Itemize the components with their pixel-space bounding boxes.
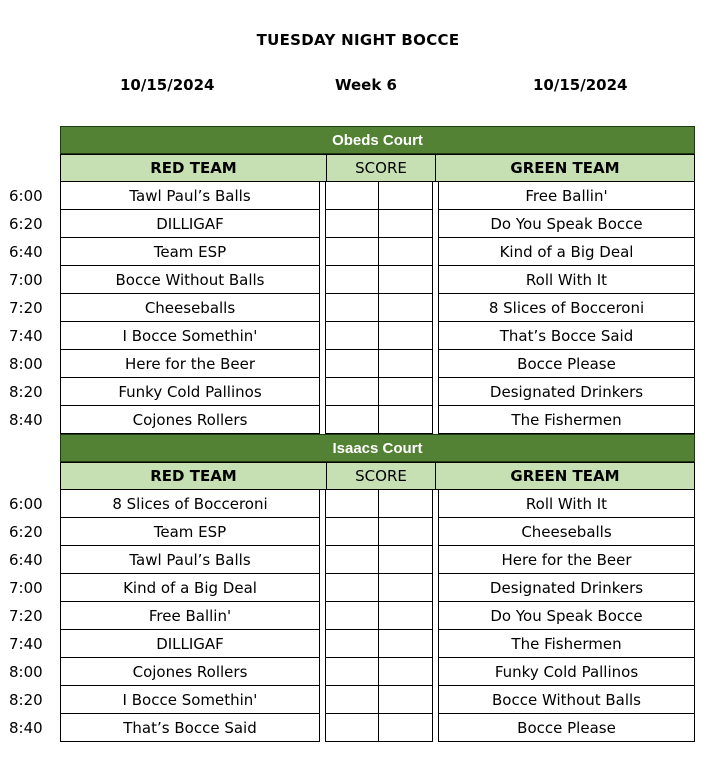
red-score-cell[interactable] — [325, 238, 379, 266]
table-row — [0, 574, 716, 602]
green-team-cell: Roll With It — [438, 490, 695, 518]
green-score-cell[interactable] — [379, 238, 433, 266]
green-team-cell: The Fishermen — [438, 630, 695, 658]
game-time: 7:00 — [9, 271, 43, 289]
red-team-cell: Team ESP — [60, 518, 320, 546]
green-score-cell[interactable] — [379, 546, 433, 574]
red-team-cell: Cojones Rollers — [60, 658, 320, 686]
table-row — [0, 686, 716, 714]
red-team-header: RED TEAM — [61, 155, 327, 181]
game-time: 8:00 — [9, 663, 43, 681]
table-row — [0, 602, 716, 630]
game-time: 7:40 — [9, 327, 43, 345]
green-team-cell: Here for the Beer — [438, 546, 695, 574]
red-team-cell: Kind of a Big Deal — [60, 574, 320, 602]
game-time: 7:40 — [9, 635, 43, 653]
red-team-cell: Tawl Paul’s Balls — [60, 182, 320, 210]
table-row — [0, 630, 716, 658]
green-team-cell: Roll With It — [438, 266, 695, 294]
red-team-cell: Cojones Rollers — [60, 406, 320, 434]
table-row — [0, 350, 716, 378]
green-score-cell[interactable] — [379, 518, 433, 546]
table-row — [0, 658, 716, 686]
table-row — [0, 210, 716, 238]
table-row — [0, 518, 716, 546]
column-header-row — [60, 462, 695, 490]
game-time: 6:20 — [9, 523, 43, 541]
green-team-cell: That’s Bocce Said — [438, 322, 695, 350]
red-score-cell[interactable] — [325, 350, 379, 378]
green-score-cell[interactable] — [379, 490, 433, 518]
table-row — [0, 378, 716, 406]
green-score-cell[interactable] — [379, 406, 433, 434]
game-time: 6:00 — [9, 187, 43, 205]
red-team-cell: Tawl Paul’s Balls — [60, 546, 320, 574]
red-score-cell[interactable] — [325, 406, 379, 434]
green-score-cell[interactable] — [379, 210, 433, 238]
green-team-cell: Bocce Please — [438, 350, 695, 378]
red-team-cell: DILLIGAF — [60, 630, 320, 658]
game-time: 8:40 — [9, 411, 43, 429]
red-score-cell[interactable] — [325, 658, 379, 686]
green-team-cell: Kind of a Big Deal — [438, 238, 695, 266]
date-right: 10/15/2024 — [533, 76, 628, 94]
green-score-cell[interactable] — [379, 266, 433, 294]
red-score-cell[interactable] — [325, 714, 379, 742]
table-row — [0, 238, 716, 266]
table-row — [0, 490, 716, 518]
green-team-cell: Do You Speak Bocce — [438, 602, 695, 630]
green-team-cell: 8 Slices of Bocceroni — [438, 294, 695, 322]
court-schedule-isaacs — [0, 490, 716, 742]
table-row — [0, 182, 716, 210]
red-team-cell: Here for the Beer — [60, 350, 320, 378]
red-score-cell[interactable] — [325, 266, 379, 294]
game-time: 7:20 — [9, 299, 43, 317]
red-score-cell[interactable] — [325, 686, 379, 714]
court-header-isaacs: Isaacs Court — [60, 434, 695, 462]
green-score-cell[interactable] — [379, 294, 433, 322]
green-team-cell: Do You Speak Bocce — [438, 210, 695, 238]
red-score-cell[interactable] — [325, 182, 379, 210]
game-time: 7:00 — [9, 579, 43, 597]
red-score-cell[interactable] — [325, 378, 379, 406]
red-team-cell: 8 Slices of Bocceroni — [60, 490, 320, 518]
table-row — [0, 714, 716, 742]
green-score-cell[interactable] — [379, 182, 433, 210]
score-header: SCORE — [327, 155, 436, 181]
green-team-cell: Funky Cold Pallinos — [438, 658, 695, 686]
green-team-cell: Designated Drinkers — [438, 378, 695, 406]
week-label: Week 6 — [335, 76, 397, 94]
table-row — [0, 406, 716, 434]
game-time: 8:00 — [9, 355, 43, 373]
red-team-cell: DILLIGAF — [60, 210, 320, 238]
green-score-cell[interactable] — [379, 350, 433, 378]
red-team-cell: Free Ballin' — [60, 602, 320, 630]
red-team-cell: I Bocce Somethin' — [60, 686, 320, 714]
red-team-cell: Bocce Without Balls — [60, 266, 320, 294]
game-time: 6:20 — [9, 215, 43, 233]
red-score-cell[interactable] — [325, 322, 379, 350]
red-team-cell: I Bocce Somethin' — [60, 322, 320, 350]
game-time: 8:40 — [9, 719, 43, 737]
green-team-cell: The Fishermen — [438, 406, 695, 434]
green-score-cell[interactable] — [379, 322, 433, 350]
court-header-obeds: Obeds Court — [60, 126, 695, 154]
green-team-cell: Cheeseballs — [438, 518, 695, 546]
table-row — [0, 322, 716, 350]
game-time: 8:20 — [9, 691, 43, 709]
green-score-cell[interactable] — [379, 714, 433, 742]
green-score-cell[interactable] — [379, 630, 433, 658]
green-score-cell[interactable] — [379, 378, 433, 406]
red-score-cell[interactable] — [325, 294, 379, 322]
red-score-cell[interactable] — [325, 630, 379, 658]
game-time: 6:40 — [9, 243, 43, 261]
green-team-cell: Designated Drinkers — [438, 574, 695, 602]
table-row — [0, 266, 716, 294]
red-team-cell: Funky Cold Pallinos — [60, 378, 320, 406]
green-team-header: GREEN TEAM — [510, 467, 620, 485]
green-team-cell: Free Ballin' — [438, 182, 695, 210]
page-title: TUESDAY NIGHT BOCCE — [256, 31, 460, 49]
green-score-cell[interactable] — [379, 686, 433, 714]
red-score-cell[interactable] — [325, 574, 379, 602]
green-score-cell[interactable] — [379, 602, 433, 630]
court-schedule-obeds — [0, 182, 716, 434]
green-team-cell: Bocce Without Balls — [438, 686, 695, 714]
game-time: 6:00 — [9, 495, 43, 513]
red-score-cell[interactable] — [325, 518, 379, 546]
red-team-cell: Team ESP — [60, 238, 320, 266]
red-score-cell[interactable] — [325, 210, 379, 238]
green-team-cell: Bocce Please — [438, 714, 695, 742]
score-header: SCORE — [327, 463, 436, 489]
red-score-cell[interactable] — [325, 490, 379, 518]
red-score-cell[interactable] — [325, 602, 379, 630]
green-team-header: GREEN TEAM — [510, 159, 620, 177]
red-team-cell: That’s Bocce Said — [60, 714, 320, 742]
red-team-header: RED TEAM — [61, 463, 327, 489]
column-header-row — [60, 154, 695, 182]
red-team-cell: Cheeseballs — [60, 294, 320, 322]
table-row — [0, 546, 716, 574]
green-score-cell[interactable] — [379, 658, 433, 686]
date-left: 10/15/2024 — [120, 76, 215, 94]
game-time: 7:20 — [9, 607, 43, 625]
table-row — [0, 294, 716, 322]
game-time: 8:20 — [9, 383, 43, 401]
game-time: 6:40 — [9, 551, 43, 569]
green-score-cell[interactable] — [379, 574, 433, 602]
red-score-cell[interactable] — [325, 546, 379, 574]
